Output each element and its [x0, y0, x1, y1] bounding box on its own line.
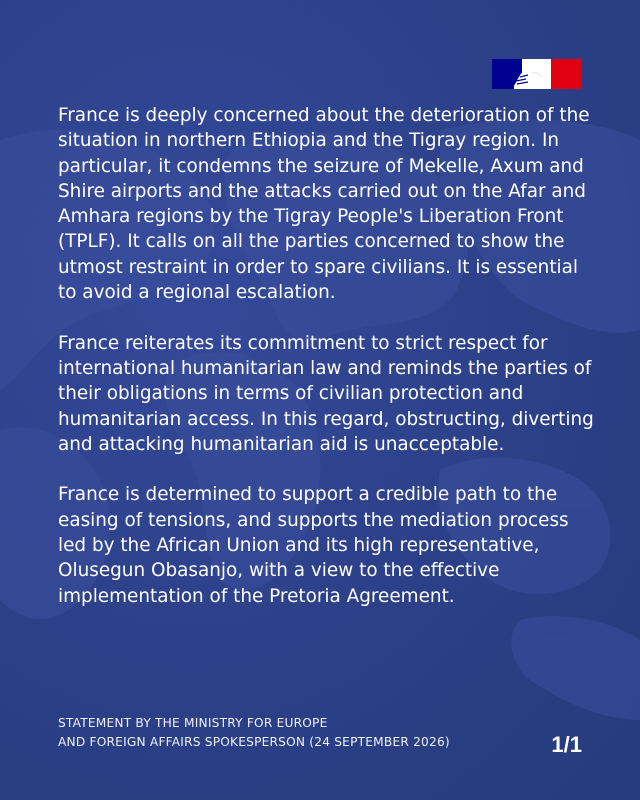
marianne-flag-logo	[492, 59, 581, 89]
statement-attribution	[58, 714, 498, 752]
statement-paragraph-1: France is deeply concerned about the deterioration of the situation in northern Ethiopia and the Tigray region. In particular, it condemns the seizure of Mekelle, Axum and Shire airports and the attacks carried out on the Afar and Amhara regions by the Tigray People's Liberation Front (TPLF). It calls on all the parties concerned to show the utmost restraint in order to spare civilians. It is essential to avoid a regional escalation.	[58, 105, 590, 304]
page-indicator: 1/1	[551, 732, 582, 757]
attribution-line-1: STATEMENT BY THE MINISTRY FOR EUROPE	[58, 716, 328, 730]
attribution-line-2: AND FOREIGN AFFAIRS SPOKESPERSON (24 SEPTEMBER 2026)	[58, 735, 450, 749]
statement-paragraph-3: France is determined to support a credible path to the easing of tensions, and supports the mediation process led by the African Union and its high representative, Olusegun Obasanjo, with a view to the effective implementation of the Pretoria Agreement.	[58, 484, 569, 607]
statement-body	[58, 103, 598, 634]
statement-paragraph-2: France reiterates its commitment to strict respect for international humanitarian law and reminds the parties of their obligations in terms of civilian protection and humanitarian access. In this regard, obstructing, diverting and attacking humanitarian aid is unacceptable.	[58, 332, 594, 455]
